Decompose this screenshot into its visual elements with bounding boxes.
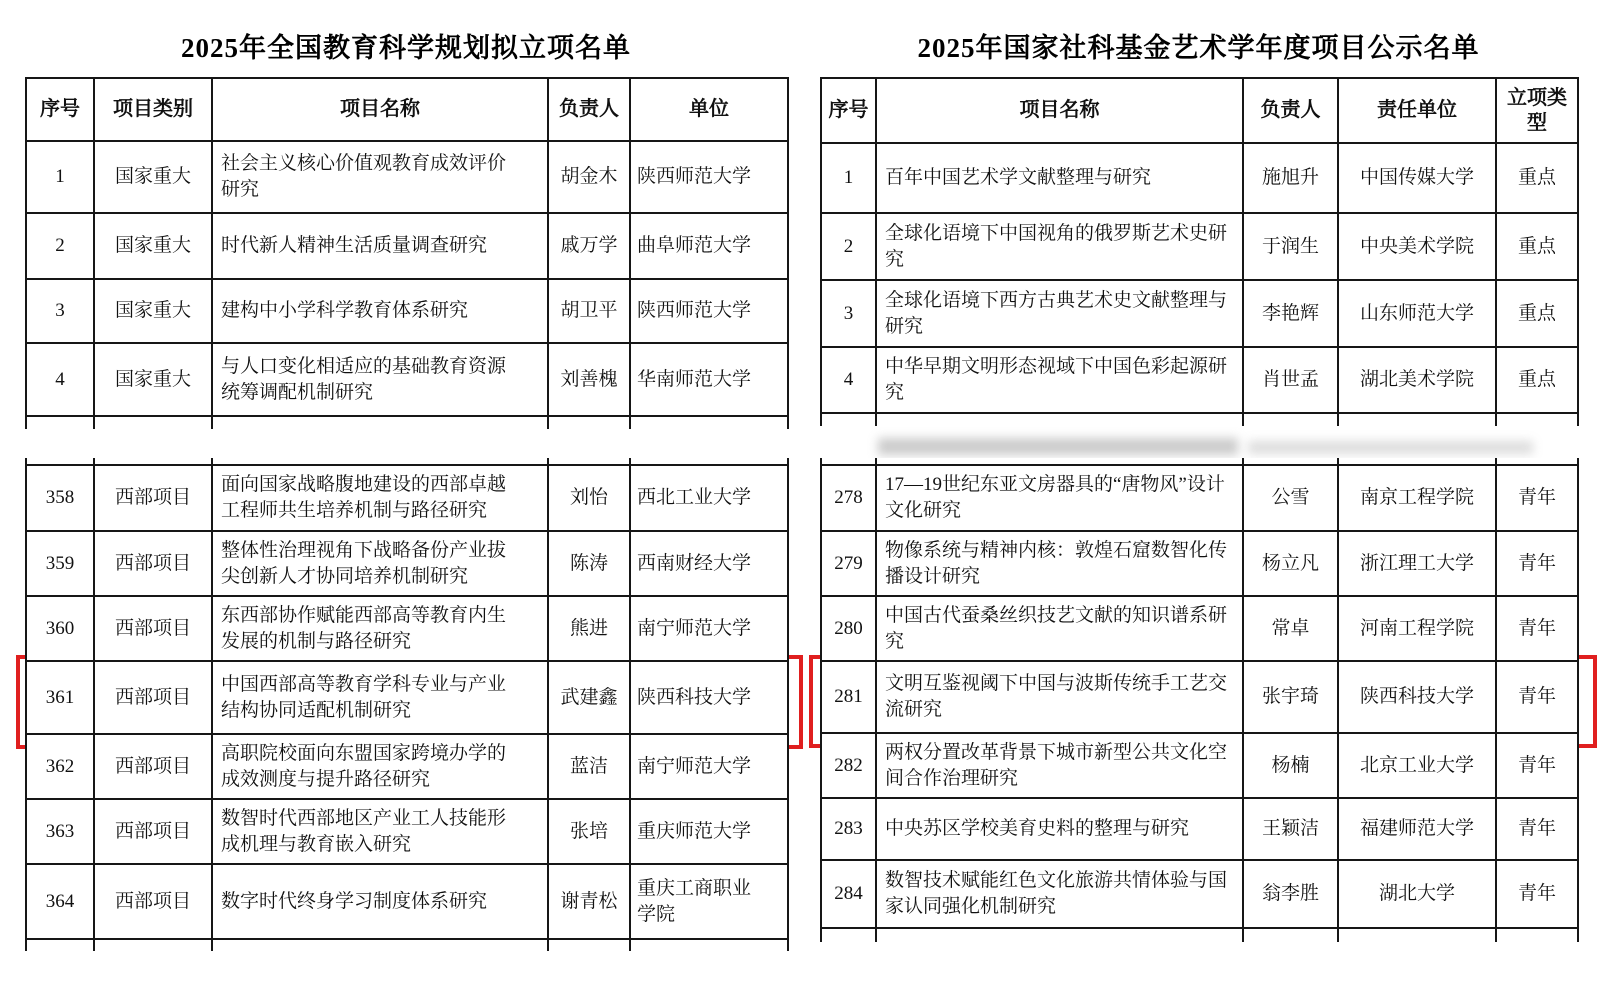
cut-off-cell [94,416,212,429]
leader-cell: 胡金木 [548,141,630,213]
project-name-cell: 面向国家战略腹地建设的西部卓越工程师共生培养机制与路径研究 [212,465,548,531]
table-row [26,279,788,343]
type-cell: 青年 [1496,531,1578,596]
project-name-cell: 时代新人精神生活质量调查研究 [212,213,548,279]
project-name-cell: 全球化语境下西方古典艺术史文献整理与研究 [876,280,1243,347]
column-header: 序号 [26,78,94,141]
cut-off-cell [1338,413,1496,426]
category-cell: 国家重大 [94,343,212,416]
right-table-section-2 [820,458,1579,942]
column-header: 单位 [630,78,788,141]
seq-cell: 281 [821,661,876,733]
leader-cell: 翁李胜 [1243,860,1338,928]
leader-cell: 陈涛 [548,531,630,596]
cut-off-cell [94,458,212,465]
cut-off-cell [212,416,548,429]
project-name-cell: 数智时代西部地区产业工人技能形成机理与教育嵌入研究 [212,799,548,864]
highlighted-table-row [821,661,1578,733]
unit-cell: 华南师范大学 [630,343,788,416]
type-cell: 青年 [1496,596,1578,661]
table-row [821,860,1578,928]
cut-off-cell [1338,928,1496,942]
project-name-cell: 社会主义核心价值观教育成效评价研究 [212,141,548,213]
leader-cell: 谢青松 [548,864,630,939]
leader-cell: 张宇琦 [1243,661,1338,733]
type-cell: 青年 [1496,733,1578,798]
cut-off-cell [1338,458,1496,465]
category-cell: 西部项目 [94,734,212,799]
cut-off-row [821,458,1578,465]
type-cell: 重点 [1496,213,1578,280]
leader-cell: 胡卫平 [548,279,630,343]
right-table-section-1 [820,77,1579,426]
leader-cell: 熊进 [548,596,630,661]
type-cell: 青年 [1496,465,1578,531]
category-cell: 国家重大 [94,141,212,213]
cut-off-cell [94,939,212,951]
unit-cell: 福建师范大学 [1338,798,1496,860]
seq-cell: 282 [821,733,876,798]
leader-cell: 肖世孟 [1243,347,1338,413]
seq-cell: 283 [821,798,876,860]
cut-off-cell [1496,928,1578,942]
unit-cell: 山东师范大学 [1338,280,1496,347]
seq-cell: 279 [821,531,876,596]
unit-cell: 陕西师范大学 [630,141,788,213]
cut-off-cell [548,939,630,951]
cut-off-cell [212,458,548,465]
table-row [821,347,1578,413]
type-cell: 青年 [1496,860,1578,928]
seq-cell: 359 [26,531,94,596]
cut-off-cell [1243,458,1338,465]
cut-off-cell [630,939,788,951]
unit-cell: 曲阜师范大学 [630,213,788,279]
cut-off-cell [821,413,876,426]
column-header: 立项类型 [1496,78,1578,143]
table-row [26,343,788,416]
leader-cell: 施旭升 [1243,143,1338,213]
table-row [26,799,788,864]
project-name-cell: 与人口变化相适应的基础教育资源统筹调配机制研究 [212,343,548,416]
unit-cell: 北京工业大学 [1338,733,1496,798]
seq-cell: 361 [26,661,94,734]
leader-cell: 杨楠 [1243,733,1338,798]
column-header: 项目名称 [212,78,548,141]
type-cell: 重点 [1496,347,1578,413]
table-row [26,531,788,596]
project-name-cell: 17—19世纪东亚文房器具的“唐物风”设计文化研究 [876,465,1243,531]
leader-cell: 武建鑫 [548,661,630,734]
unit-cell: 重庆师范大学 [630,799,788,864]
unit-cell: 中国传媒大学 [1338,143,1496,213]
left-table-section-2 [25,458,789,951]
unit-cell: 中央美术学院 [1338,213,1496,280]
cut-off-cell [26,416,94,429]
leader-cell: 常卓 [1243,596,1338,661]
column-header: 负责人 [548,78,630,141]
cut-off-row [26,416,788,429]
cut-off-cell [821,928,876,942]
table-row [821,596,1578,661]
leader-cell: 刘怡 [548,465,630,531]
project-name-cell: 整体性治理视角下战略备份产业拔尖创新人才协同培养机制研究 [212,531,548,596]
table-row [821,465,1578,531]
cut-off-cell [876,413,1243,426]
unit-cell: 河南工程学院 [1338,596,1496,661]
table-row [821,733,1578,798]
unit-cell: 陕西师范大学 [630,279,788,343]
column-header: 序号 [821,78,876,143]
project-name-cell: 东西部协作赋能西部高等教育内生发展的机制与路径研究 [212,596,548,661]
seq-cell: 284 [821,860,876,928]
type-cell: 重点 [1496,280,1578,347]
left-table-title: 2025年全国教育科学规划拟立项名单 [181,33,631,63]
cut-off-row [26,939,788,951]
project-name-cell: 全球化语境下中国视角的俄罗斯艺术史研究 [876,213,1243,280]
table-row [821,798,1578,860]
header-row [26,78,788,141]
unit-cell: 重庆工商职业学院 [630,864,788,939]
unit-cell: 湖北美术学院 [1338,347,1496,413]
unit-cell: 陕西科技大学 [1338,661,1496,733]
redacted-blur-band [1248,441,1533,454]
unit-cell: 浙江理工大学 [1338,531,1496,596]
cut-off-cell [212,939,548,951]
category-cell: 西部项目 [94,661,212,734]
leader-cell: 杨立凡 [1243,531,1338,596]
table-row [26,596,788,661]
unit-cell: 南京工程学院 [1338,465,1496,531]
leader-cell: 李艳辉 [1243,280,1338,347]
seq-cell: 3 [821,280,876,347]
seq-cell: 363 [26,799,94,864]
leader-cell: 蓝洁 [548,734,630,799]
leader-cell: 于润生 [1243,213,1338,280]
seq-cell: 364 [26,864,94,939]
category-cell: 西部项目 [94,596,212,661]
table-row [26,465,788,531]
category-cell: 国家重大 [94,213,212,279]
seq-cell: 278 [821,465,876,531]
leader-cell: 王颖洁 [1243,798,1338,860]
category-cell: 国家重大 [94,279,212,343]
project-name-cell: 高职院校面向东盟国家跨境办学的成效测度与提升路径研究 [212,734,548,799]
unit-cell: 南宁师范大学 [630,734,788,799]
project-name-cell: 数智技术赋能红色文化旅游共情体验与国家认同强化机制研究 [876,860,1243,928]
project-name-cell: 百年中国艺术学文献整理与研究 [876,143,1243,213]
project-name-cell: 文明互鉴视阈下中国与波斯传统手工艺交流研究 [876,661,1243,733]
project-name-cell: 中央苏区学校美育史料的整理与研究 [876,798,1243,860]
seq-cell: 2 [821,213,876,280]
table-row [26,864,788,939]
cut-off-cell [630,458,788,465]
cut-off-cell [876,458,1243,465]
table-row [26,734,788,799]
seq-cell: 4 [26,343,94,416]
leader-cell: 刘善槐 [548,343,630,416]
unit-cell: 陕西科技大学 [630,661,788,734]
highlighted-table-row [26,661,788,734]
project-name-cell: 数字时代终身学习制度体系研究 [212,864,548,939]
project-name-cell: 中国古代蚕桑丝织技艺文献的知识谱系研究 [876,596,1243,661]
right-table-title: 2025年国家社科基金艺术学年度项目公示名单 [917,33,1480,63]
cut-off-cell [1243,928,1338,942]
unit-cell: 西北工业大学 [630,465,788,531]
table-row [821,280,1578,347]
cut-off-cell [821,458,876,465]
column-header: 项目名称 [876,78,1243,143]
seq-cell: 3 [26,279,94,343]
cut-off-cell [876,928,1243,942]
cut-off-cell [26,458,94,465]
seq-cell: 4 [821,347,876,413]
project-name-cell: 物像系统与精神内核：敦煌石窟数智化传播设计研究 [876,531,1243,596]
unit-cell: 湖北大学 [1338,860,1496,928]
cut-off-cell [1496,458,1578,465]
cut-off-cell [630,416,788,429]
seq-cell: 362 [26,734,94,799]
cut-off-row [821,928,1578,942]
cut-off-cell [548,416,630,429]
seq-cell: 1 [821,143,876,213]
seq-cell: 358 [26,465,94,531]
project-name-cell: 中华早期文明形态视域下中国色彩起源研究 [876,347,1243,413]
project-name-cell: 中国西部高等教育学科专业与产业结构协同适配机制研究 [212,661,548,734]
cut-off-cell [1243,413,1338,426]
seq-cell: 280 [821,596,876,661]
table-row [821,531,1578,596]
cut-off-row [821,413,1578,426]
seq-cell: 1 [26,141,94,213]
project-name-cell: 建构中小学科学教育体系研究 [212,279,548,343]
category-cell: 西部项目 [94,864,212,939]
left-table-section-1 [25,77,789,429]
category-cell: 西部项目 [94,465,212,531]
cut-off-cell [548,458,630,465]
category-cell: 西部项目 [94,799,212,864]
table-row [821,213,1578,280]
cut-off-row [26,458,788,465]
column-header: 责任单位 [1338,78,1496,143]
table-row [26,141,788,213]
leader-cell: 张培 [548,799,630,864]
table-row [26,213,788,279]
type-cell: 青年 [1496,661,1578,733]
table-row [821,143,1578,213]
type-cell: 重点 [1496,143,1578,213]
project-name-cell: 两权分置改革背景下城市新型公共文化空间合作治理研究 [876,733,1243,798]
column-header: 项目类别 [94,78,212,141]
cut-off-cell [1496,413,1578,426]
header-row [821,78,1578,143]
redacted-blur-band [878,438,1238,455]
seq-cell: 2 [26,213,94,279]
unit-cell: 西南财经大学 [630,531,788,596]
leader-cell: 戚万学 [548,213,630,279]
category-cell: 西部项目 [94,531,212,596]
unit-cell: 南宁师范大学 [630,596,788,661]
leader-cell: 公雪 [1243,465,1338,531]
column-header: 负责人 [1243,78,1338,143]
seq-cell: 360 [26,596,94,661]
cut-off-cell [26,939,94,951]
type-cell: 青年 [1496,798,1578,860]
